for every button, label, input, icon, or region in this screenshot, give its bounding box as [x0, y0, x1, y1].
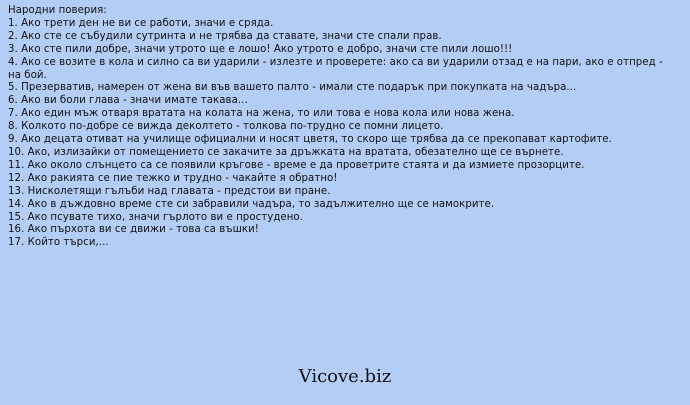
proverbs-text [8, 5, 678, 250]
proverb-item: 11. Ако около слънцето са се появили кръгове - време е да проветрите стаята и да измиете прозорците. [8, 159, 585, 171]
proverb-item: 15. Ако псувате тихо, значи гърлото ви е простудено. [8, 211, 304, 223]
proverbs-heading: Народни поверия: [8, 5, 107, 16]
proverb-item: 10. Ако, излизайки от помещението се закачите за дръжката на вратата, обезателно ще се върнете. [8, 146, 564, 158]
proverb-item: 3. Ако сте пили добре, значи утрото ще е лошо! Ако утрото е добро, значи сте пили лошо!!! [8, 43, 513, 55]
proverb-item: 13. Нисколетящи гълъби над главата - предстои ви пране. [8, 185, 331, 197]
proverb-item: 5. Презерватив, намерен от жена ви във вашето палто - имали сте подарък при покупката на чадъра... [8, 82, 577, 94]
proverb-item: 9. Ако децата отиват на училище официални и носят цветя, то скоро ще трябва да се прекопават картофите. [8, 134, 612, 146]
proverb-item: 1. Ако трети ден не ви се работи, значи е сряда. [8, 17, 274, 29]
proverb-item: 4. Ако се возите в кола и силно са ви ударили - излезте и проверете: ако са ви ударили отзад е на пари, ако е отпред - на бой. [8, 56, 667, 81]
proverb-item: 2. Ако сте се събудили сутринта и не трябва да ставате, значи сте спали прав. [8, 30, 442, 42]
proverb-item: 16. Ако пърхота ви се движи - това са въшки! [8, 224, 259, 236]
proverb-item: 8. Колкото по-добре се вижда деколтето - толкова по-трудно се помни лицето. [8, 121, 444, 133]
proverb-item: 17. Който търси,... [8, 237, 109, 249]
proverb-item: 14. Ако в дъждовно време сте си забравили чадъра, то задължително ще се намокрите. [8, 198, 495, 210]
site-watermark: Vicove.biz [298, 366, 392, 387]
proverb-item: 12. Ако ракията се пие тежко и трудно - чакайте я обратно! [8, 172, 338, 184]
proverb-item: 6. Ако ви боли глава - значи имате такава... [8, 95, 248, 107]
proverb-item: 7. Ако един мъж отваря вратата на колата на жена, то или това е нова кола или нова жена. [8, 108, 515, 120]
